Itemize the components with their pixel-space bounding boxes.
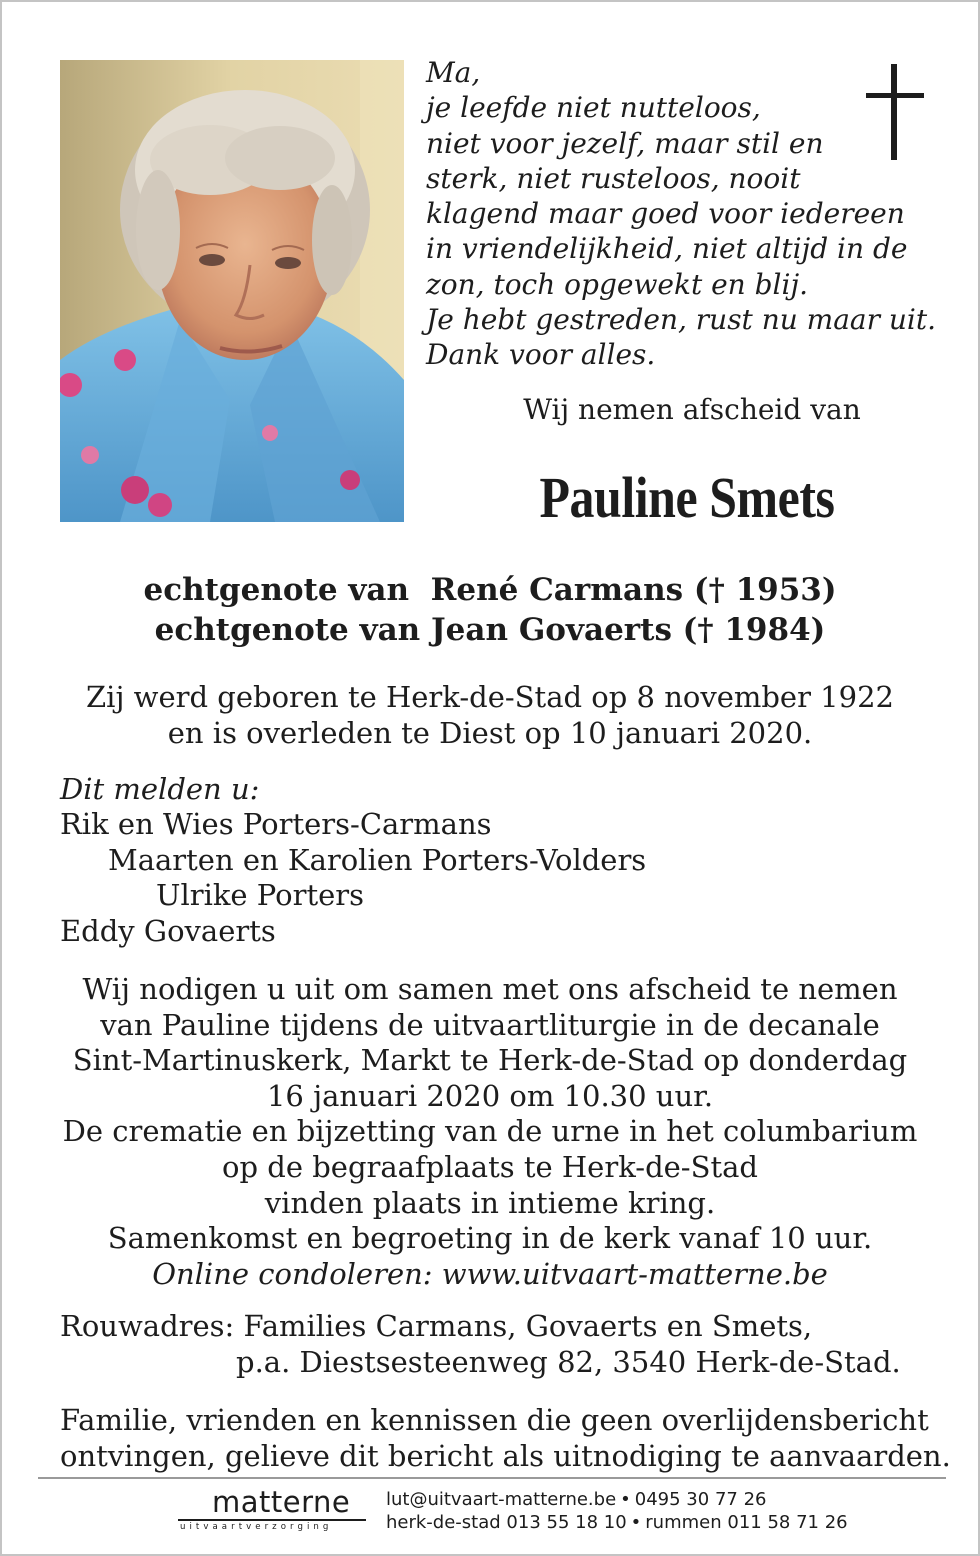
invite-line: De crematie en bijzetting van de urne in het columbarium [62, 1114, 918, 1149]
mourning-address [60, 1308, 901, 1380]
cross-icon [866, 64, 924, 162]
intro-text: Wij nemen afscheid van [523, 393, 861, 426]
birth-death-info [2, 679, 978, 751]
portrait-image [60, 60, 404, 522]
death-line: en is overleden te Diest op 10 januari 2020. [167, 716, 813, 750]
portrait-photo [60, 60, 404, 522]
announcers [60, 772, 646, 949]
poem-line: in vriendelijkheid, niet altijd in de [426, 232, 908, 266]
announcer-name: Eddy Govaerts [60, 913, 276, 948]
poem [426, 55, 937, 373]
closing-line: Familie, vrienden en kennissen die geen overlijdensbericht [60, 1403, 929, 1437]
logo-word: matterne [212, 1485, 351, 1519]
birth-line: Zij werd geboren te Herk-de-Stad op 8 november 1922 [86, 680, 894, 714]
closing-line: ontvingen, gelieve dit bericht als uitnodiging te aanvaarden. [60, 1438, 951, 1473]
invite-line: Sint-Martinuskerk, Markt te Herk-de-Stad op donderdag [72, 1043, 908, 1078]
footer-divider [38, 1477, 946, 1479]
invite-line: 16 januari 2020 om 10.30 uur. [266, 1078, 714, 1113]
contact-line-2 [386, 1511, 848, 1534]
contact-line-1 [386, 1488, 848, 1511]
poem-line: zon, toch opgewekt en blij. [426, 267, 809, 301]
online-condolence-link[interactable]: Online condoleren: www.uitvaart-matterne.be [152, 1256, 828, 1291]
invitation [2, 972, 978, 1292]
closing-note [60, 1403, 951, 1474]
contact-phone[interactable]: 0495 30 77 26 [634, 1489, 767, 1510]
poem-line: klagend maar goed voor iedereen [426, 197, 905, 231]
invite-line: vinden plaats in intieme kring. [264, 1185, 716, 1220]
poem-line: Je hebt gestreden, rust nu maar uit. [426, 303, 937, 337]
deceased-name: Pauline Smets [539, 465, 835, 530]
contact-info [386, 1488, 848, 1534]
address-line: p.a. Diestsesteenweg 82, 3540 Herk-de-Stad. [236, 1345, 901, 1379]
invite-line: op de begraafplaats te Herk-de-Stad [222, 1149, 758, 1184]
announcer-name: Maarten en Karolien Porters-Volders [108, 842, 647, 877]
announcer-name: Rik en Wies Porters-Carmans [60, 807, 492, 842]
contact-office-rummen: rummen 011 58 71 26 [645, 1512, 848, 1533]
poem-line: je leefde niet nutteloos, [426, 91, 761, 125]
poem-line: sterk, niet rusteloos, nooit [426, 161, 801, 195]
funeral-home-logo [178, 1484, 368, 1534]
announce-lead: Dit melden u: [60, 772, 260, 806]
poem-line: niet voor jezelf, maar stil en [426, 126, 824, 160]
contact-email[interactable]: lut@uitvaart-matterne.be [386, 1489, 617, 1510]
spouse-line: echtgenote van Jean Govaerts († 1984) [154, 612, 826, 648]
spouses [2, 570, 978, 650]
invite-line: van Pauline tijdens de uitvaartliturgie in de decanale [100, 1007, 880, 1042]
spouse-line: echtgenote van René Carmans († 1953) [143, 572, 837, 608]
invite-line: Wij nodigen u uit om samen met ons afscheid te nemen [82, 972, 898, 1006]
logo-tagline: uitvaartverzorging [180, 1522, 333, 1532]
poem-line: Dank voor alles. [426, 338, 656, 372]
separator-icon: • [630, 1512, 642, 1533]
poem-line: Ma, [426, 56, 481, 89]
announcer-name: Ulrike Porters [156, 878, 365, 913]
separator-icon: • [620, 1489, 631, 1510]
invite-line: Samenkomst en begroeting in de kerk vanaf 10 uur. [107, 1221, 873, 1256]
contact-office-herk: herk-de-stad 013 55 18 10 [386, 1512, 627, 1533]
address-line: Rouwadres: Families Carmans, Govaerts en Smets, [60, 1309, 813, 1343]
